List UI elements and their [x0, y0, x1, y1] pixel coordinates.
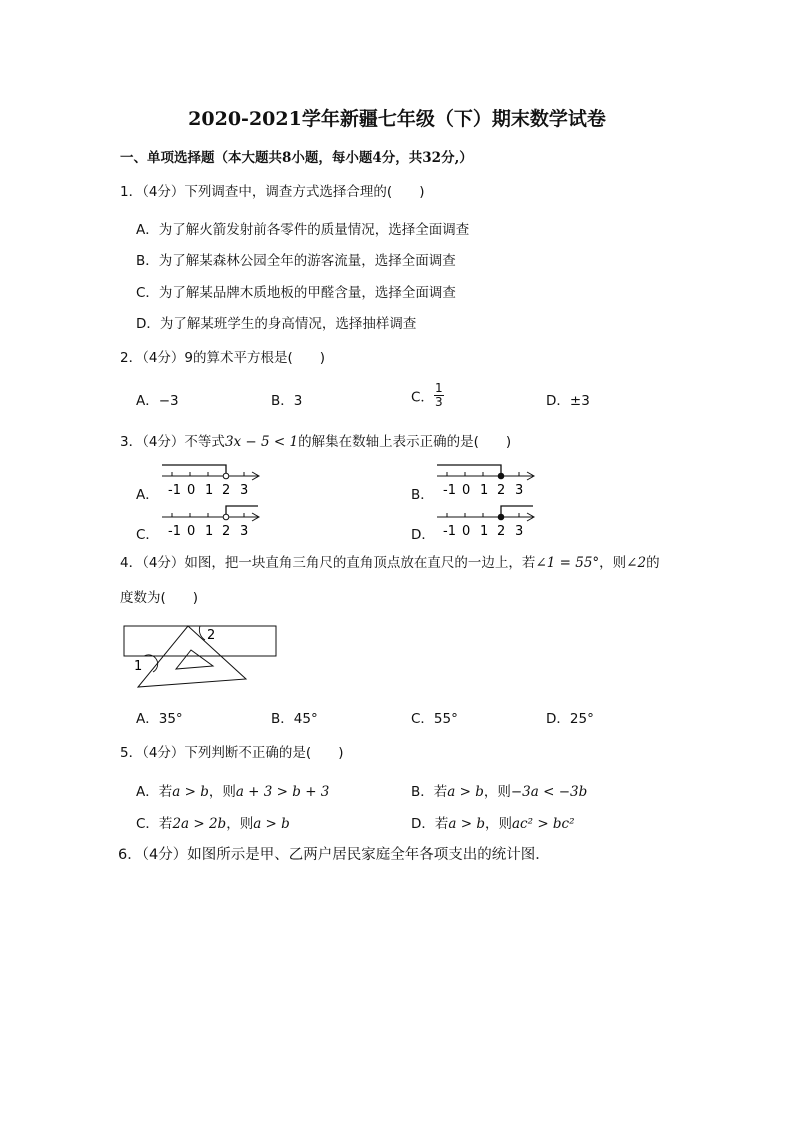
tick-label: 1 [480, 483, 489, 498]
page-title: 2020-2021学年新疆七年级（下）期末数学试卷 [188, 108, 606, 130]
tick-label: 0 [462, 524, 471, 539]
q2-option-d: D．±3 [546, 393, 590, 409]
q5-option-b [411, 780, 587, 800]
option-connector: ，则 [208, 784, 236, 800]
tick-label: 1 [480, 524, 489, 539]
option-connector: ，则 [485, 816, 512, 832]
tick-label: 0 [462, 483, 471, 498]
q4-option-c: C．55° [411, 711, 458, 727]
tick-label: 2 [497, 524, 506, 539]
q4-stem-mid: ，则 [599, 555, 627, 571]
fraction-denominator: 3 [434, 395, 443, 409]
question-4-stem-line2: 度数为( ) [120, 590, 199, 606]
q5-option-c [136, 812, 290, 832]
tick-label: 3 [240, 483, 249, 498]
tick-label: 0 [187, 483, 196, 498]
q4-option-a: A．35° [136, 711, 183, 727]
q3-option-a-label: A． [136, 487, 159, 503]
q3-option-b-label: B． [411, 487, 434, 503]
q2-option-c [411, 382, 444, 409]
q3-option-a-numberline [158, 459, 268, 499]
q2-option-a: A．−3 [136, 393, 179, 409]
q4-angle2: ∠2 [626, 555, 647, 571]
q2-option-b: B．3 [271, 393, 303, 409]
tick-label: 3 [515, 483, 524, 498]
q3-inequality: 3x − 5 < 1 [224, 434, 299, 450]
question-2-stem: 2．（4分）9的算术平方根是( ) [120, 350, 326, 366]
tick-label: 1 [205, 524, 214, 539]
q4-option-b: B．45° [271, 711, 318, 727]
tick-label: 0 [187, 524, 196, 539]
q4-option-d: D．25° [546, 711, 594, 727]
math-expression: a + 3 > b + 3 [235, 784, 330, 800]
option-prefix: A．若 [136, 784, 173, 800]
option-prefix: D．若 [411, 816, 449, 832]
question-1-stem: 1．（4分）下列调查中，调查方式选择合理的( ) [120, 184, 425, 200]
math-expression: ac² > bc² [512, 816, 575, 832]
q2-option-c-fraction [434, 382, 444, 409]
question-5-stem: 5．（4分）下列判断不正确的是( ) [120, 745, 344, 761]
tick-label: 3 [240, 524, 249, 539]
math-expression: a > b [253, 816, 290, 832]
tick-label: 2 [222, 483, 231, 498]
option-connector: ，则 [483, 784, 511, 800]
math-expression: a > b [448, 816, 485, 832]
tick-label: 2 [222, 524, 231, 539]
q3-option-c-label: C． [136, 527, 159, 543]
q1-option-d: D．为了解某班学生的身高情况，选择抽样调查 [136, 316, 417, 332]
q4-stem-suffix: 的 [646, 555, 660, 571]
question-4-stem-line1 [120, 551, 660, 571]
q3-option-d-label: D． [411, 527, 435, 543]
q5-option-a [136, 780, 329, 800]
q3-stem-prefix: 3．（4分）不等式 [120, 434, 225, 450]
math-expression: 2a > 2b [172, 816, 227, 832]
section-heading: 一、单项选择题（本大题共8小题，每小题4分，共32分,） [120, 150, 473, 166]
q4-stem-prefix: 4．（4分）如图，把一块直角三角尺的直角顶点放在直尺的一边上，若 [120, 555, 536, 571]
math-expression: a > b [172, 784, 209, 800]
option-prefix: B．若 [411, 784, 448, 800]
option-prefix: C．若 [136, 816, 173, 832]
tick-label: -1 [168, 524, 181, 539]
question-3-stem [120, 430, 511, 450]
q3-option-d-numberline [433, 500, 543, 540]
q4-angle1-value: ∠1 = 55° [535, 555, 600, 571]
tick-label: -1 [168, 483, 181, 498]
q1-option-a: A．为了解火箭发射前各零件的质量情况，选择全面调查 [136, 222, 470, 238]
angle-2-label: 2 [207, 628, 216, 643]
option-connector: ，则 [226, 816, 254, 832]
question-6-stem: 6．（4分）如图所示是甲、乙两户居民家庭全年各项支出的统计图． [118, 847, 550, 863]
angle-1-label: 1 [134, 659, 143, 674]
q3-option-c-numberline [158, 500, 268, 540]
q4-ruler-triangle-figure [118, 620, 283, 695]
math-expression: a > b [447, 784, 484, 800]
q5-option-d [411, 812, 575, 832]
q1-option-c: C．为了解某品牌木质地板的甲醛含量，选择全面调查 [136, 285, 456, 301]
q3-stem-suffix: 的解集在数轴上表示正确的是( ) [298, 434, 512, 450]
tick-label: -1 [443, 524, 456, 539]
fraction-numerator: 1 [434, 381, 443, 395]
q2-option-c-label: C． [411, 389, 434, 406]
tick-label: 1 [205, 483, 214, 498]
q1-option-b: B．为了解某森林公园全年的游客流量，选择全面调查 [136, 253, 456, 269]
tick-label: -1 [443, 483, 456, 498]
q3-option-b-numberline [433, 459, 543, 499]
tick-label: 2 [497, 483, 506, 498]
tick-label: 3 [515, 524, 524, 539]
math-expression: −3a < −3b [510, 784, 588, 800]
